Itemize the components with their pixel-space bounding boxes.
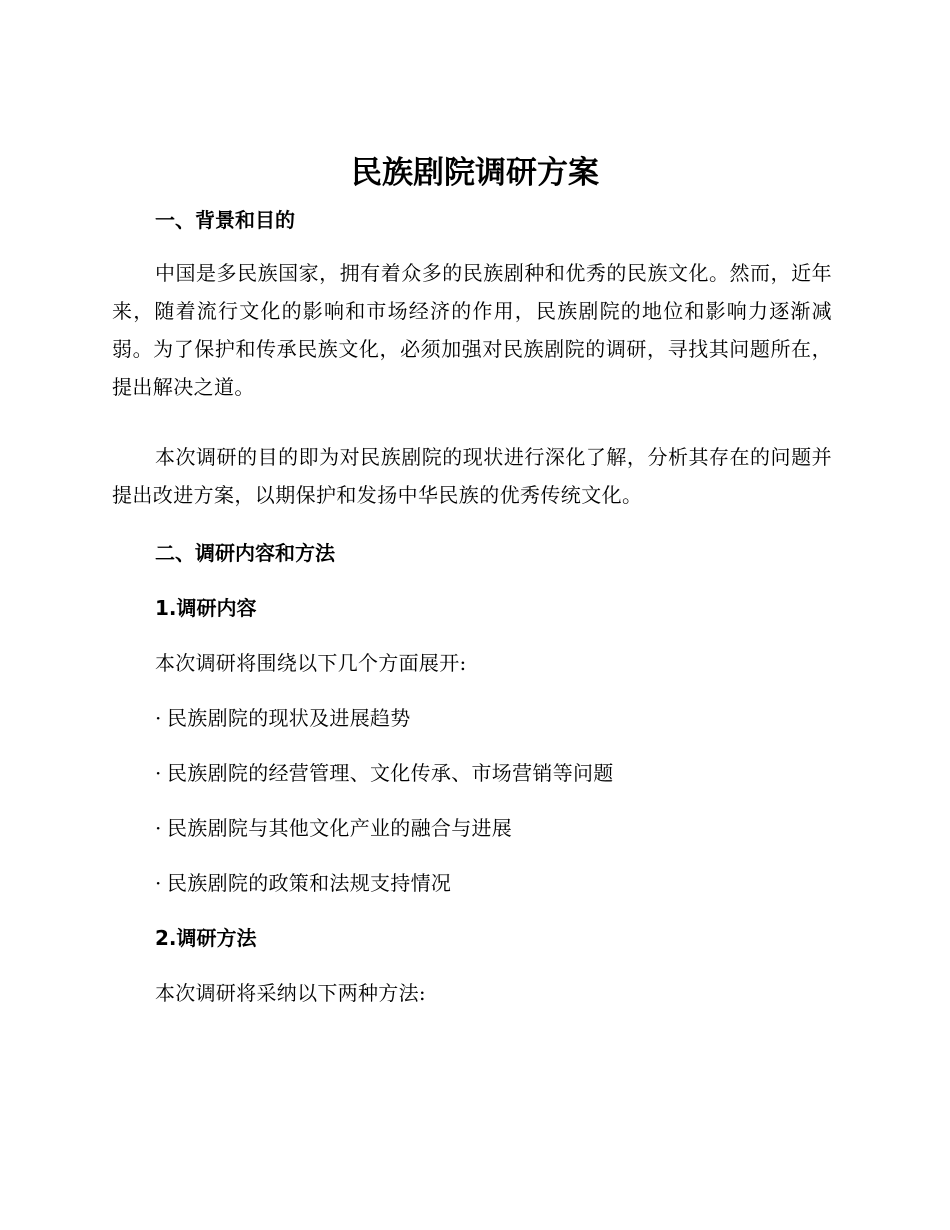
subsection-heading-methods: 2.调研方法 — [155, 926, 257, 950]
bullet-dot: · — [155, 761, 162, 785]
list-item — [155, 868, 451, 898]
document-title: 民族剧院调研方案 — [351, 155, 599, 191]
list-item-text: 民族剧院的现状及进展趋势 — [167, 706, 411, 730]
bullet-dot: · — [155, 706, 162, 730]
section-heading-background: 一、背景和目的 — [155, 208, 295, 232]
list-item — [155, 758, 614, 788]
section-heading-content-methods: 二、调研内容和方法 — [155, 541, 335, 565]
methods-intro: 本次调研将采纳以下两种方法: — [155, 981, 426, 1005]
subsection-heading-content: 1.调研内容 — [155, 596, 257, 620]
list-item — [155, 703, 411, 733]
list-item — [155, 813, 512, 843]
paragraph-purpose: 本次调研的目的即为对民族剧院的现状进行深化了解，分析其存在的问题并提出改进方案，以期保护和发扬中华民族的优秀传统文化。 — [112, 445, 832, 507]
paragraph-background: 中国是多民族国家，拥有着众多的民族剧种和优秀的民族文化。然而，近年来，随着流行文化的影响和市场经济的作用，民族剧院的地位和影响力逐渐减弱。为了保护和传承民族文化，必须加强对民族剧院的调研，寻找其问题所在，提出解决之道。 — [112, 261, 832, 399]
list-item-text: 民族剧院的政策和法规支持情况 — [167, 871, 452, 895]
bullet-dot: · — [155, 816, 162, 840]
content-intro: 本次调研将围绕以下几个方面展开: — [155, 651, 467, 675]
bullet-dot: · — [155, 871, 162, 895]
list-item-text: 民族剧院与其他文化产业的融合与进展 — [167, 816, 513, 840]
list-item-text: 民族剧院的经营管理、文化传承、市场营销等问题 — [167, 761, 614, 785]
